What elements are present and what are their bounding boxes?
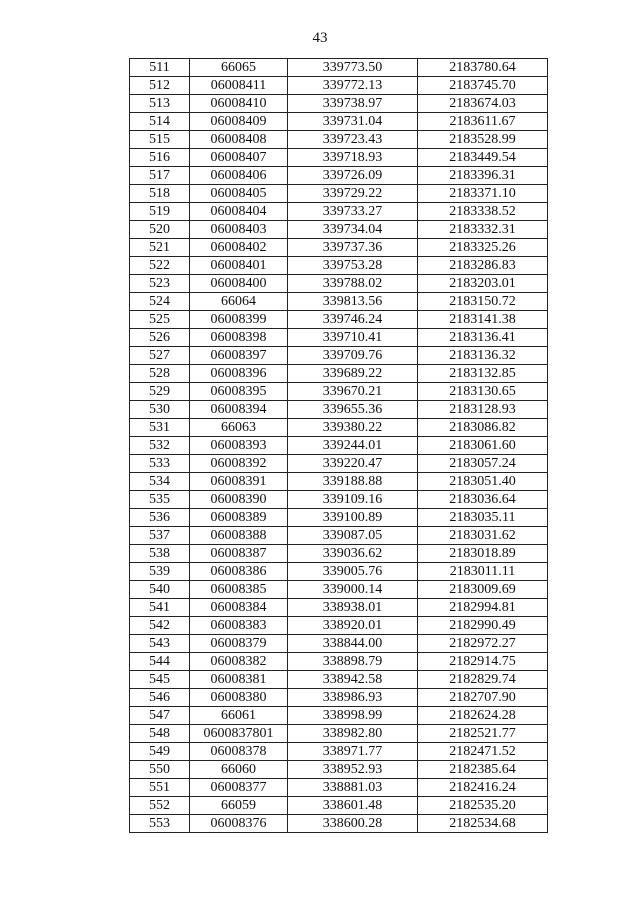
row-index-cell: 550 bbox=[130, 761, 190, 779]
point-id-cell: 06008393 bbox=[190, 437, 288, 455]
x-coordinate-cell: 338952.93 bbox=[288, 761, 418, 779]
y-coordinate-cell: 2183009.69 bbox=[418, 581, 548, 599]
y-coordinate-cell: 2183011.11 bbox=[418, 563, 548, 581]
table-row bbox=[130, 293, 548, 311]
y-coordinate-cell: 2182707.90 bbox=[418, 689, 548, 707]
x-coordinate-cell: 339689.22 bbox=[288, 365, 418, 383]
row-index-cell: 525 bbox=[130, 311, 190, 329]
x-coordinate-cell: 339709.76 bbox=[288, 347, 418, 365]
x-coordinate-cell: 339737.36 bbox=[288, 239, 418, 257]
x-coordinate-cell: 338898.79 bbox=[288, 653, 418, 671]
row-index-cell: 551 bbox=[130, 779, 190, 797]
x-coordinate-cell: 339723.43 bbox=[288, 131, 418, 149]
row-index-cell: 524 bbox=[130, 293, 190, 311]
y-coordinate-cell: 2182471.52 bbox=[418, 743, 548, 761]
point-id-cell: 06008392 bbox=[190, 455, 288, 473]
point-id-cell: 06008386 bbox=[190, 563, 288, 581]
x-coordinate-cell: 339000.14 bbox=[288, 581, 418, 599]
point-id-cell: 06008377 bbox=[190, 779, 288, 797]
table-row bbox=[130, 779, 548, 797]
x-coordinate-cell: 339188.88 bbox=[288, 473, 418, 491]
y-coordinate-cell: 2183745.70 bbox=[418, 77, 548, 95]
point-id-cell: 06008382 bbox=[190, 653, 288, 671]
point-id-cell: 06008385 bbox=[190, 581, 288, 599]
point-id-cell: 66061 bbox=[190, 707, 288, 725]
table-row bbox=[130, 815, 548, 833]
table-row bbox=[130, 581, 548, 599]
row-index-cell: 547 bbox=[130, 707, 190, 725]
table-row bbox=[130, 401, 548, 419]
table-row bbox=[130, 365, 548, 383]
y-coordinate-cell: 2183528.99 bbox=[418, 131, 548, 149]
y-coordinate-cell: 2182624.28 bbox=[418, 707, 548, 725]
x-coordinate-cell: 339710.41 bbox=[288, 329, 418, 347]
x-coordinate-cell: 339729.22 bbox=[288, 185, 418, 203]
x-coordinate-cell: 339109.16 bbox=[288, 491, 418, 509]
y-coordinate-cell: 2183286.83 bbox=[418, 257, 548, 275]
point-id-cell: 06008405 bbox=[190, 185, 288, 203]
point-id-cell: 06008378 bbox=[190, 743, 288, 761]
y-coordinate-cell: 2183031.62 bbox=[418, 527, 548, 545]
y-coordinate-cell: 2183338.52 bbox=[418, 203, 548, 221]
point-id-cell: 06008389 bbox=[190, 509, 288, 527]
table-row bbox=[130, 131, 548, 149]
point-id-cell: 66059 bbox=[190, 797, 288, 815]
table-row bbox=[130, 347, 548, 365]
row-index-cell: 518 bbox=[130, 185, 190, 203]
row-index-cell: 511 bbox=[130, 59, 190, 77]
y-coordinate-cell: 2182534.68 bbox=[418, 815, 548, 833]
point-id-cell: 06008384 bbox=[190, 599, 288, 617]
x-coordinate-cell: 339726.09 bbox=[288, 167, 418, 185]
row-index-cell: 517 bbox=[130, 167, 190, 185]
point-id-cell: 06008381 bbox=[190, 671, 288, 689]
x-coordinate-cell: 338600.28 bbox=[288, 815, 418, 833]
coordinates-table bbox=[129, 58, 548, 833]
row-index-cell: 513 bbox=[130, 95, 190, 113]
y-coordinate-cell: 2183128.93 bbox=[418, 401, 548, 419]
row-index-cell: 544 bbox=[130, 653, 190, 671]
table-row bbox=[130, 149, 548, 167]
row-index-cell: 552 bbox=[130, 797, 190, 815]
table-row bbox=[130, 527, 548, 545]
point-id-cell: 06008407 bbox=[190, 149, 288, 167]
x-coordinate-cell: 338881.03 bbox=[288, 779, 418, 797]
table-row bbox=[130, 743, 548, 761]
x-coordinate-cell: 339773.50 bbox=[288, 59, 418, 77]
table-row bbox=[130, 239, 548, 257]
table-row bbox=[130, 113, 548, 131]
point-id-cell: 06008402 bbox=[190, 239, 288, 257]
row-index-cell: 514 bbox=[130, 113, 190, 131]
row-index-cell: 536 bbox=[130, 509, 190, 527]
row-index-cell: 529 bbox=[130, 383, 190, 401]
x-coordinate-cell: 338844.00 bbox=[288, 635, 418, 653]
y-coordinate-cell: 2183332.31 bbox=[418, 221, 548, 239]
row-index-cell: 532 bbox=[130, 437, 190, 455]
row-index-cell: 545 bbox=[130, 671, 190, 689]
y-coordinate-cell: 2182990.49 bbox=[418, 617, 548, 635]
point-id-cell: 06008391 bbox=[190, 473, 288, 491]
row-index-cell: 535 bbox=[130, 491, 190, 509]
point-id-cell: 06008400 bbox=[190, 275, 288, 293]
y-coordinate-cell: 2182972.27 bbox=[418, 635, 548, 653]
point-id-cell: 06008395 bbox=[190, 383, 288, 401]
point-id-cell: 06008398 bbox=[190, 329, 288, 347]
point-id-cell: 06008410 bbox=[190, 95, 288, 113]
point-id-cell: 06008406 bbox=[190, 167, 288, 185]
point-id-cell: 06008379 bbox=[190, 635, 288, 653]
point-id-cell: 06008387 bbox=[190, 545, 288, 563]
x-coordinate-cell: 338938.01 bbox=[288, 599, 418, 617]
table-row bbox=[130, 329, 548, 347]
x-coordinate-cell: 338982.80 bbox=[288, 725, 418, 743]
point-id-cell: 06008409 bbox=[190, 113, 288, 131]
row-index-cell: 520 bbox=[130, 221, 190, 239]
table-row bbox=[130, 419, 548, 437]
row-index-cell: 546 bbox=[130, 689, 190, 707]
table-row bbox=[130, 671, 548, 689]
point-id-cell: 66065 bbox=[190, 59, 288, 77]
table-row bbox=[130, 437, 548, 455]
row-index-cell: 519 bbox=[130, 203, 190, 221]
table-row bbox=[130, 689, 548, 707]
x-coordinate-cell: 339036.62 bbox=[288, 545, 418, 563]
row-index-cell: 530 bbox=[130, 401, 190, 419]
point-id-cell: 06008404 bbox=[190, 203, 288, 221]
x-coordinate-cell: 339005.76 bbox=[288, 563, 418, 581]
x-coordinate-cell: 338920.01 bbox=[288, 617, 418, 635]
x-coordinate-cell: 339100.89 bbox=[288, 509, 418, 527]
x-coordinate-cell: 339788.02 bbox=[288, 275, 418, 293]
row-index-cell: 533 bbox=[130, 455, 190, 473]
point-id-cell: 0600837801 bbox=[190, 725, 288, 743]
row-index-cell: 515 bbox=[130, 131, 190, 149]
table-row bbox=[130, 617, 548, 635]
y-coordinate-cell: 2182416.24 bbox=[418, 779, 548, 797]
y-coordinate-cell: 2182521.77 bbox=[418, 725, 548, 743]
row-index-cell: 523 bbox=[130, 275, 190, 293]
table-row bbox=[130, 95, 548, 113]
y-coordinate-cell: 2183674.03 bbox=[418, 95, 548, 113]
row-index-cell: 543 bbox=[130, 635, 190, 653]
y-coordinate-cell: 2182385.64 bbox=[418, 761, 548, 779]
row-index-cell: 528 bbox=[130, 365, 190, 383]
y-coordinate-cell: 2182994.81 bbox=[418, 599, 548, 617]
y-coordinate-cell: 2183325.26 bbox=[418, 239, 548, 257]
y-coordinate-cell: 2183449.54 bbox=[418, 149, 548, 167]
row-index-cell: 527 bbox=[130, 347, 190, 365]
y-coordinate-cell: 2183061.60 bbox=[418, 437, 548, 455]
row-index-cell: 516 bbox=[130, 149, 190, 167]
table-row bbox=[130, 635, 548, 653]
table-row bbox=[130, 725, 548, 743]
point-id-cell: 06008380 bbox=[190, 689, 288, 707]
y-coordinate-cell: 2183371.10 bbox=[418, 185, 548, 203]
x-coordinate-cell: 339753.28 bbox=[288, 257, 418, 275]
x-coordinate-cell: 339772.13 bbox=[288, 77, 418, 95]
point-id-cell: 06008408 bbox=[190, 131, 288, 149]
page-number: 43 bbox=[312, 30, 328, 46]
y-coordinate-cell: 2183136.32 bbox=[418, 347, 548, 365]
y-coordinate-cell: 2183141.38 bbox=[418, 311, 548, 329]
x-coordinate-cell: 339655.36 bbox=[288, 401, 418, 419]
table-row bbox=[130, 707, 548, 725]
x-coordinate-cell: 339220.47 bbox=[288, 455, 418, 473]
point-id-cell: 06008388 bbox=[190, 527, 288, 545]
table-row bbox=[130, 221, 548, 239]
point-id-cell: 66060 bbox=[190, 761, 288, 779]
row-index-cell: 534 bbox=[130, 473, 190, 491]
point-id-cell: 06008411 bbox=[190, 77, 288, 95]
x-coordinate-cell: 338971.77 bbox=[288, 743, 418, 761]
table-row bbox=[130, 761, 548, 779]
point-id-cell: 06008394 bbox=[190, 401, 288, 419]
x-coordinate-cell: 338986.93 bbox=[288, 689, 418, 707]
x-coordinate-cell: 338998.99 bbox=[288, 707, 418, 725]
y-coordinate-cell: 2183396.31 bbox=[418, 167, 548, 185]
row-index-cell: 539 bbox=[130, 563, 190, 581]
point-id-cell: 06008390 bbox=[190, 491, 288, 509]
table-row bbox=[130, 383, 548, 401]
y-coordinate-cell: 2183018.89 bbox=[418, 545, 548, 563]
x-coordinate-cell: 339380.22 bbox=[288, 419, 418, 437]
y-coordinate-cell: 2183036.64 bbox=[418, 491, 548, 509]
row-index-cell: 537 bbox=[130, 527, 190, 545]
y-coordinate-cell: 2182535.20 bbox=[418, 797, 548, 815]
table-row bbox=[130, 311, 548, 329]
y-coordinate-cell: 2183035.11 bbox=[418, 509, 548, 527]
point-id-cell: 66064 bbox=[190, 293, 288, 311]
row-index-cell: 541 bbox=[130, 599, 190, 617]
row-index-cell: 526 bbox=[130, 329, 190, 347]
y-coordinate-cell: 2183611.67 bbox=[418, 113, 548, 131]
x-coordinate-cell: 339244.01 bbox=[288, 437, 418, 455]
point-id-cell: 06008396 bbox=[190, 365, 288, 383]
table-row bbox=[130, 203, 548, 221]
x-coordinate-cell: 339733.27 bbox=[288, 203, 418, 221]
coordinates-table-body bbox=[130, 59, 548, 833]
table-row bbox=[130, 77, 548, 95]
y-coordinate-cell: 2183086.82 bbox=[418, 419, 548, 437]
row-index-cell: 548 bbox=[130, 725, 190, 743]
point-id-cell: 06008401 bbox=[190, 257, 288, 275]
y-coordinate-cell: 2183132.85 bbox=[418, 365, 548, 383]
row-index-cell: 531 bbox=[130, 419, 190, 437]
point-id-cell: 06008376 bbox=[190, 815, 288, 833]
y-coordinate-cell: 2183057.24 bbox=[418, 455, 548, 473]
y-coordinate-cell: 2183051.40 bbox=[418, 473, 548, 491]
table-row bbox=[130, 257, 548, 275]
table-row bbox=[130, 563, 548, 581]
table-row bbox=[130, 653, 548, 671]
row-index-cell: 540 bbox=[130, 581, 190, 599]
point-id-cell: 66063 bbox=[190, 419, 288, 437]
y-coordinate-cell: 2183136.41 bbox=[418, 329, 548, 347]
row-index-cell: 522 bbox=[130, 257, 190, 275]
row-index-cell: 512 bbox=[130, 77, 190, 95]
x-coordinate-cell: 339731.04 bbox=[288, 113, 418, 131]
table-row bbox=[130, 59, 548, 77]
y-coordinate-cell: 2183150.72 bbox=[418, 293, 548, 311]
point-id-cell: 06008397 bbox=[190, 347, 288, 365]
table-row bbox=[130, 455, 548, 473]
table-row bbox=[130, 491, 548, 509]
x-coordinate-cell: 339087.05 bbox=[288, 527, 418, 545]
y-coordinate-cell: 2183130.65 bbox=[418, 383, 548, 401]
table-row bbox=[130, 599, 548, 617]
table-row bbox=[130, 797, 548, 815]
x-coordinate-cell: 338601.48 bbox=[288, 797, 418, 815]
point-id-cell: 06008403 bbox=[190, 221, 288, 239]
x-coordinate-cell: 339734.04 bbox=[288, 221, 418, 239]
row-index-cell: 553 bbox=[130, 815, 190, 833]
table-row bbox=[130, 473, 548, 491]
table-row bbox=[130, 509, 548, 527]
table-row bbox=[130, 167, 548, 185]
row-index-cell: 538 bbox=[130, 545, 190, 563]
table-row bbox=[130, 185, 548, 203]
y-coordinate-cell: 2182829.74 bbox=[418, 671, 548, 689]
x-coordinate-cell: 339746.24 bbox=[288, 311, 418, 329]
x-coordinate-cell: 339738.97 bbox=[288, 95, 418, 113]
y-coordinate-cell: 2183780.64 bbox=[418, 59, 548, 77]
point-id-cell: 06008383 bbox=[190, 617, 288, 635]
x-coordinate-cell: 339718.93 bbox=[288, 149, 418, 167]
table-row bbox=[130, 275, 548, 293]
x-coordinate-cell: 339813.56 bbox=[288, 293, 418, 311]
y-coordinate-cell: 2183203.01 bbox=[418, 275, 548, 293]
table-row bbox=[130, 545, 548, 563]
y-coordinate-cell: 2182914.75 bbox=[418, 653, 548, 671]
row-index-cell: 542 bbox=[130, 617, 190, 635]
point-id-cell: 06008399 bbox=[190, 311, 288, 329]
row-index-cell: 549 bbox=[130, 743, 190, 761]
x-coordinate-cell: 338942.58 bbox=[288, 671, 418, 689]
x-coordinate-cell: 339670.21 bbox=[288, 383, 418, 401]
row-index-cell: 521 bbox=[130, 239, 190, 257]
